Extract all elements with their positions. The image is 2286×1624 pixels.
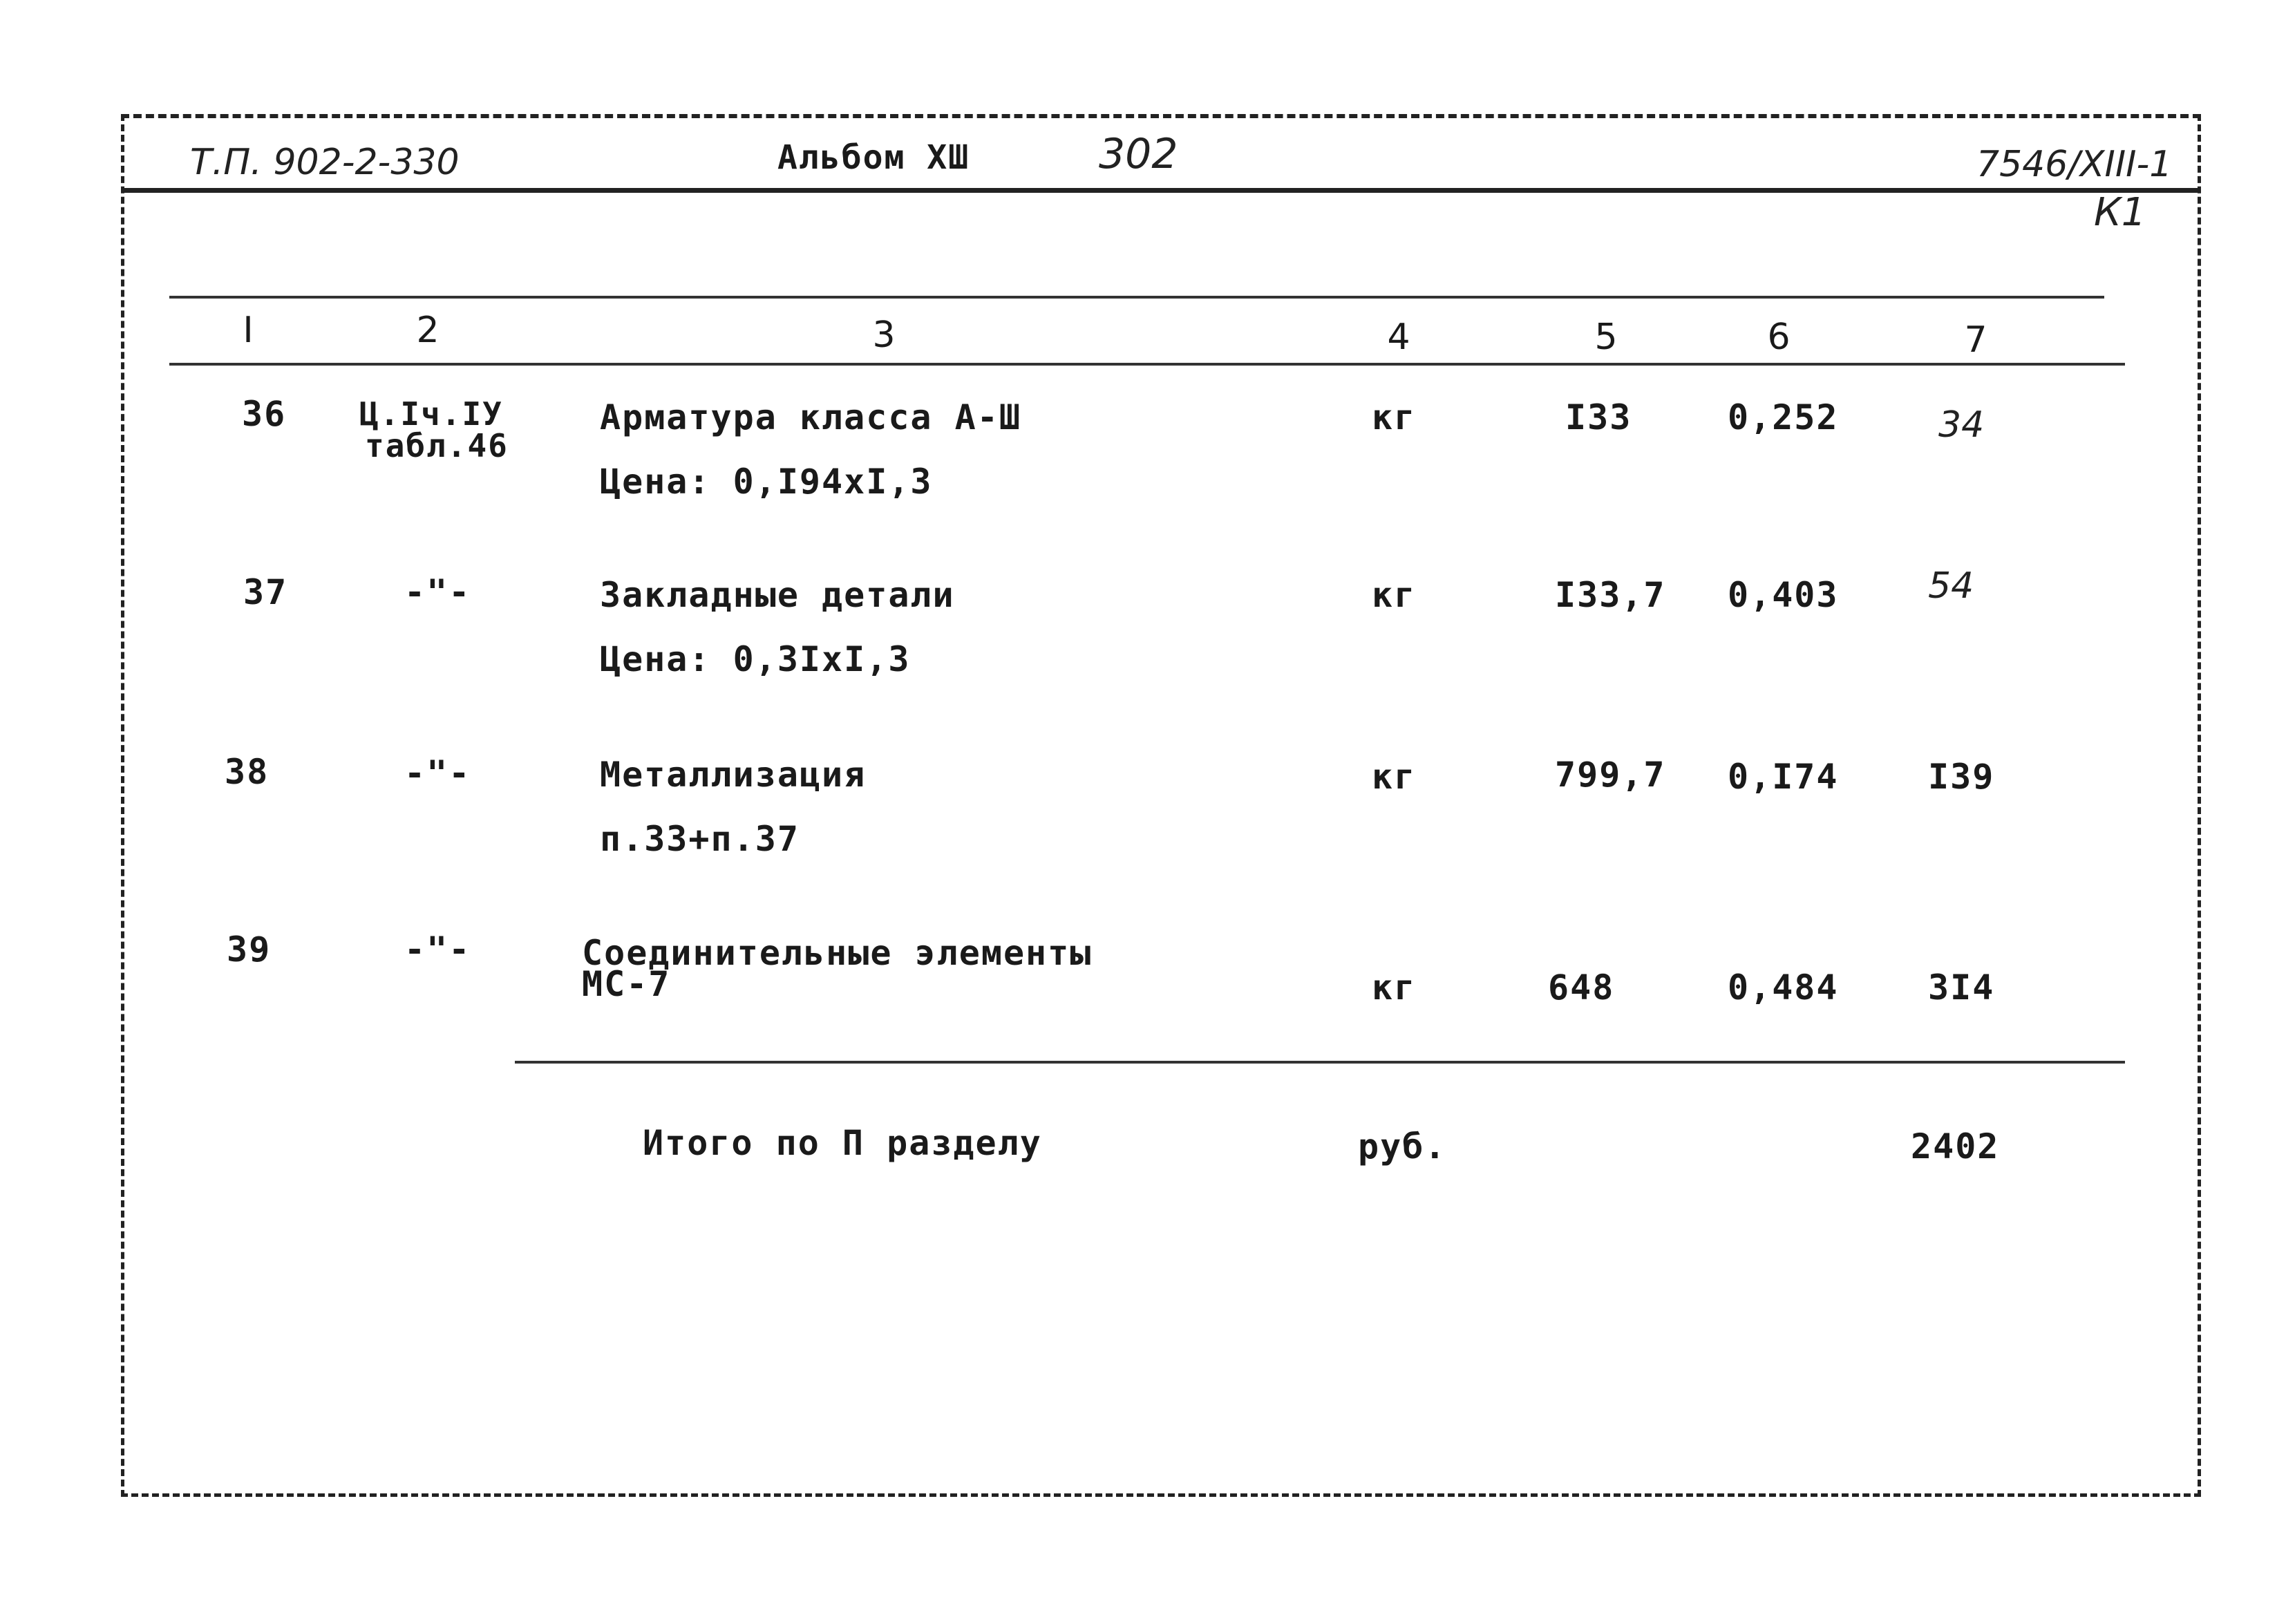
row-number: 36	[242, 394, 287, 434]
unit: кг	[1372, 397, 1417, 437]
row-number: 38	[225, 752, 270, 792]
table-header-rule	[169, 363, 2125, 366]
column-header-3: 3	[872, 314, 897, 356]
reference-line-2: табл.46	[365, 427, 509, 464]
total-cost: 54	[1928, 565, 1974, 607]
item-note: Цена: 0,I94хI,3	[600, 462, 933, 502]
table-top-rule	[169, 296, 2104, 299]
column-header-1: I	[243, 310, 255, 351]
item-name: Арматура класса А-Ш	[600, 397, 1021, 437]
item-note: МС-7	[582, 964, 671, 1004]
summary-rule	[515, 1061, 2125, 1064]
quantity: 799,7	[1555, 755, 1666, 795]
reference-ditto: -"-	[404, 753, 471, 793]
column-header-2: 2	[416, 310, 441, 351]
unit: кг	[1372, 967, 1417, 1008]
document-code: 7546/ХIII-1	[1976, 144, 2173, 185]
row-number: 39	[227, 929, 272, 970]
reference-ditto: -"-	[404, 572, 471, 612]
row-number: 37	[243, 572, 288, 612]
quantity: I33,7	[1555, 575, 1666, 615]
unit-price: 0,I74	[1728, 757, 1839, 797]
unit-price: 0,403	[1728, 575, 1839, 615]
header-divider	[121, 188, 2200, 193]
total-cost: 3I4	[1928, 967, 1995, 1008]
item-note: Цена: 0,3IхI,3	[600, 639, 911, 679]
column-header-5: 5	[1594, 317, 1619, 358]
item-name: Закладные детали	[600, 575, 955, 615]
summary-total: 2402	[1911, 1126, 2000, 1167]
summary-unit: руб.	[1358, 1126, 1447, 1167]
page-number: 302	[1099, 130, 1178, 178]
total-cost: 34	[1938, 404, 1985, 446]
total-cost: I39	[1928, 757, 1995, 797]
column-header-6: 6	[1767, 317, 1792, 358]
item-name: Соединительные элементы	[582, 933, 1093, 973]
album-title: Альбом ХШ	[777, 138, 970, 177]
reference-ditto: -"-	[404, 929, 471, 970]
unit-price: 0,252	[1728, 397, 1839, 437]
item-name: Металлизация	[600, 755, 867, 795]
column-header-4: 4	[1387, 317, 1412, 358]
summary-label: Итого по П разделу	[643, 1123, 1042, 1163]
column-header-7: 7	[1964, 319, 1989, 361]
reference-line-1: Ц.Iч.IУ	[359, 395, 503, 433]
unit: кг	[1372, 575, 1417, 615]
item-note: п.33+п.37	[600, 819, 800, 859]
sheet-mark: К1	[2094, 190, 2146, 235]
project-code: Т.П. 902-2-330	[190, 142, 460, 183]
quantity: I33	[1565, 397, 1632, 437]
unit: кг	[1372, 757, 1417, 797]
quantity: 648	[1548, 967, 1615, 1008]
unit-price: 0,484	[1728, 967, 1839, 1008]
